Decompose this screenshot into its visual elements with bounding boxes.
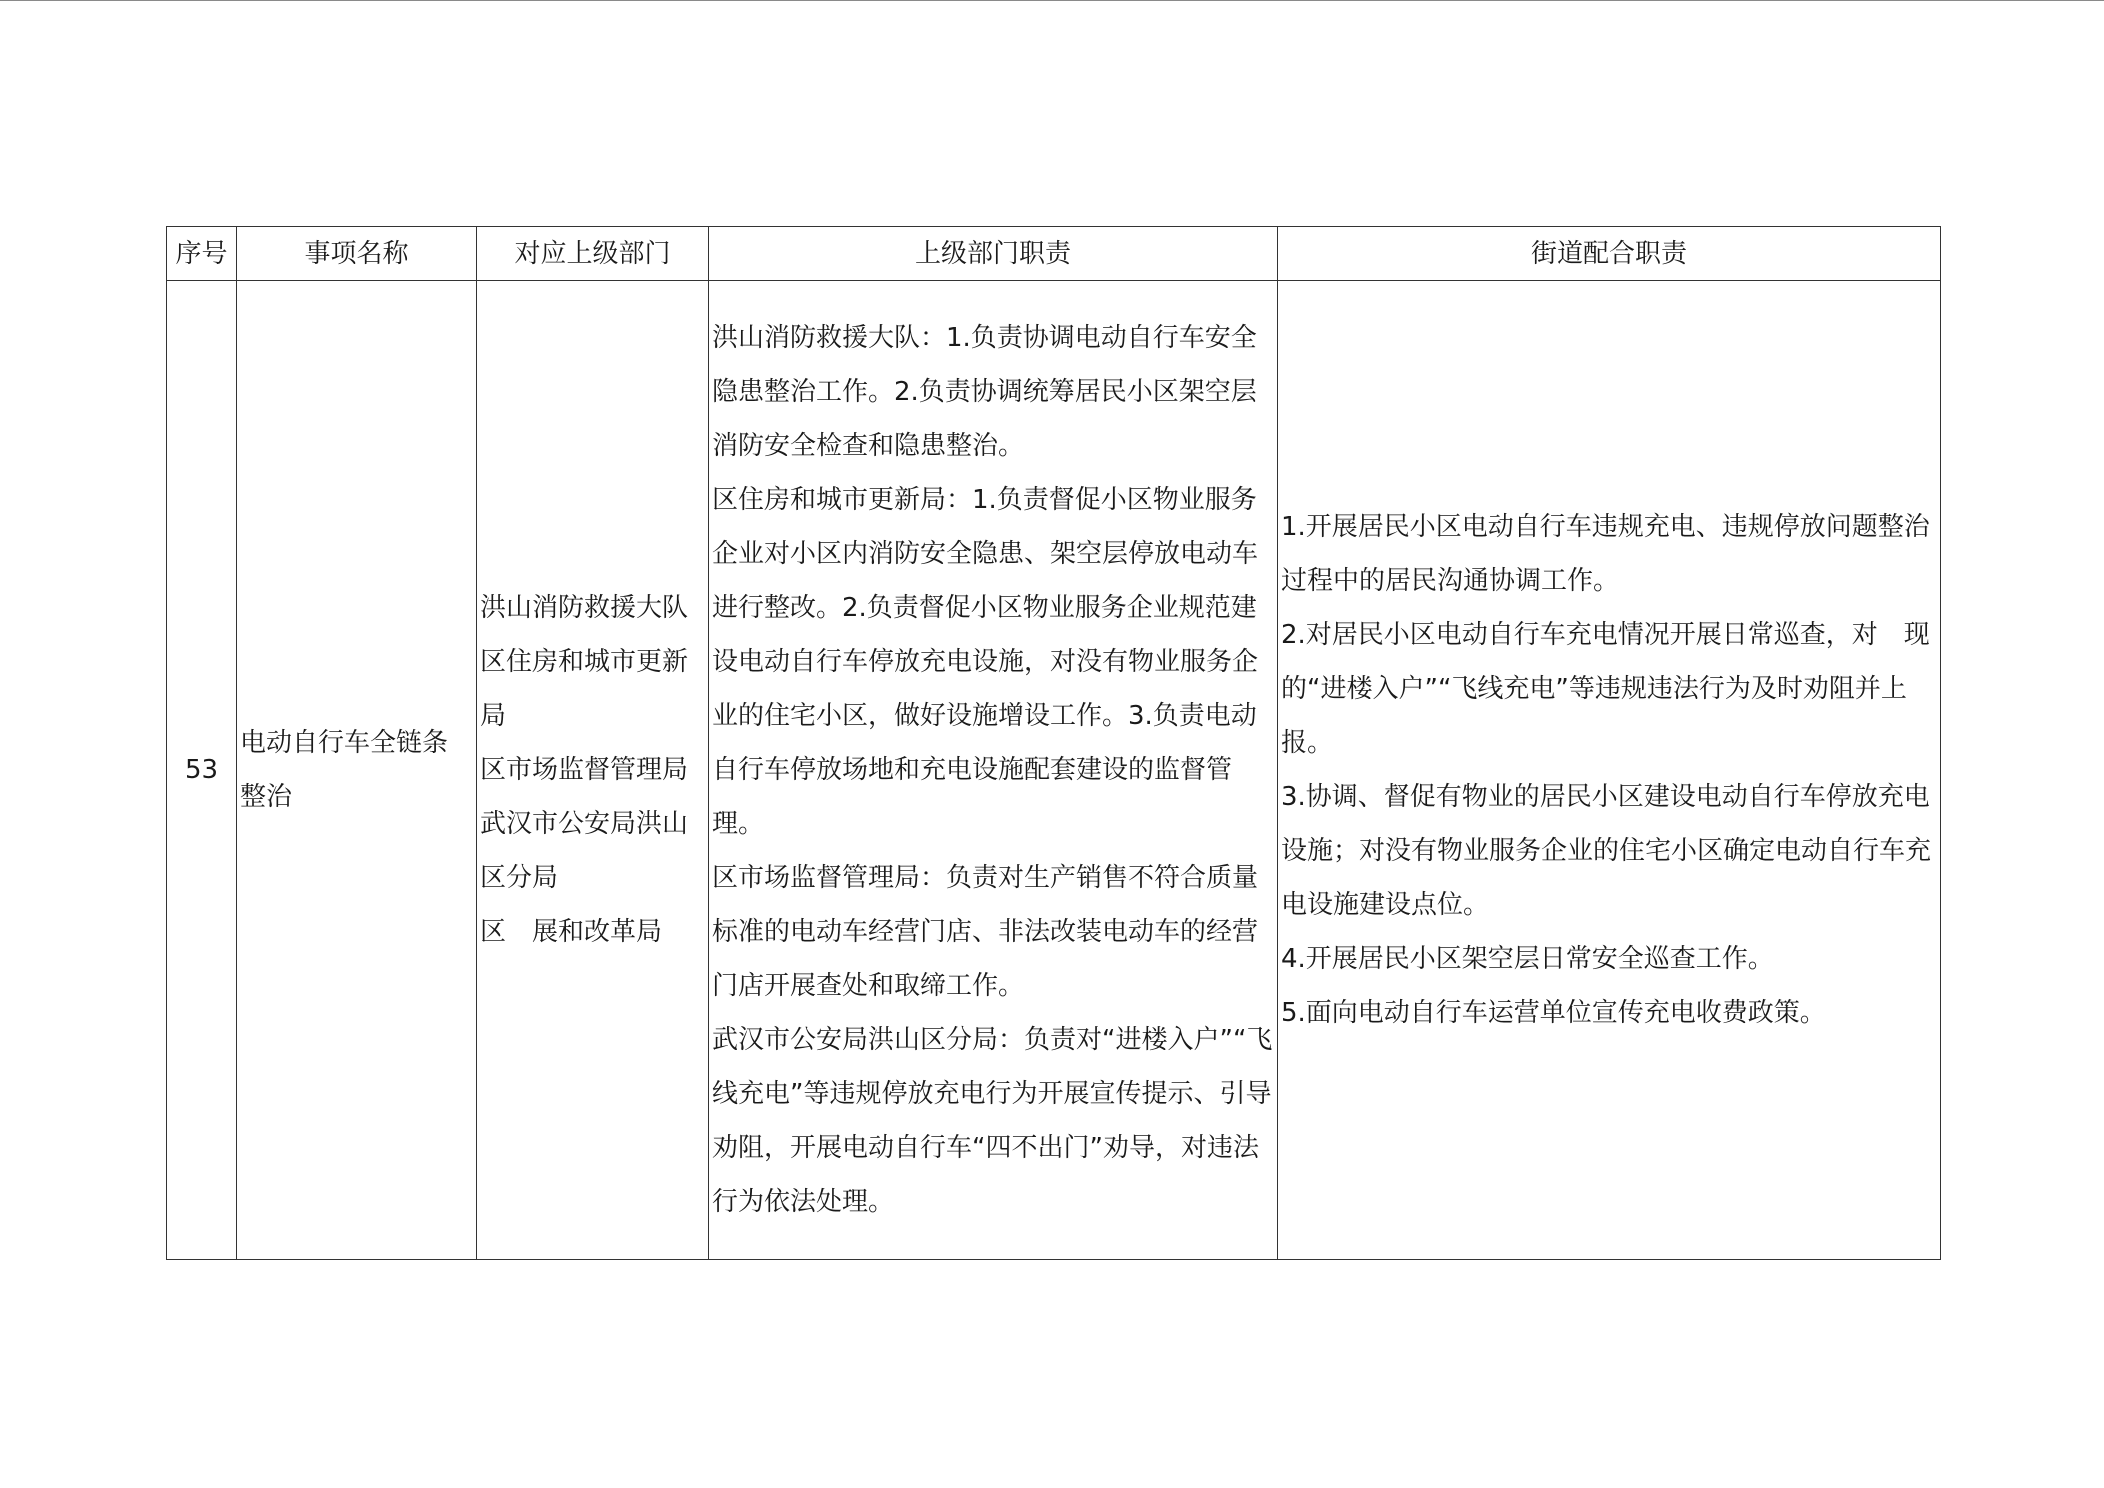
header-item-name: 事项名称 [237,227,477,281]
street-duty-item: 3.协调、督促有物业的居民小区建设电动自行车停放充电设施；对没有物业服务企业的住宅小区确定电动自行车充电设施建设点位。 [1281,782,1932,920]
department-entry: 区 展和改革局 [480,917,663,947]
item-name-cell: 电动自行车全链条整治 [237,281,477,1260]
street-duty-item: 1.开展居民小区电动自行车违规充电、违规停放问题整治过程中的居民沟通协调工作。 [1281,512,1930,596]
department-entry: 洪山消防救援大队 [480,593,689,623]
street-duties-cell [1278,281,1941,1260]
responsibility-table [166,226,1941,1260]
superior-duty-paragraph: 区住房和城市更新局：1.负责督促小区物业服务企业对小区内消防安全隐患、架空层停放电动车进行整改。2.负责督促小区物业服务企业规范建设电动自行车停放充电设施，对没有物业服务企业的住宅小区，做好设施增设工作。3.负责电动自行车停放场地和充电设施配套建设的监督管理。 [712,485,1259,839]
department-entry: 武汉市公安局洪山区分局 [480,809,689,893]
street-duty-item: 5.面向电动自行车运营单位宣传充电收费政策。 [1281,998,1826,1028]
street-duty-item: 4.开展居民小区架空层日常安全巡查工作。 [1281,944,1774,974]
page-top-border [0,0,2104,1]
header-superior-duties: 上级部门职责 [709,227,1278,281]
header-street-duties: 街道配合职责 [1278,227,1941,281]
header-superior-department: 对应上级部门 [477,227,709,281]
table-row [167,281,1941,1260]
department-entry: 区住房和城市更新局 [480,647,689,731]
table-header-row [167,227,1941,281]
department-entry: 区市场监督管理局 [480,755,689,785]
superior-duties-cell [709,281,1278,1260]
superior-duty-paragraph: 武汉市公安局洪山区分局：负责对“进楼入户”“飞线充电”等违规停放充电行为开展宣传提示、引导劝阻，开展电动自行车“四不出门”劝导，对违法行为依法处理。 [712,1025,1273,1217]
superior-duty-paragraph: 洪山消防救援大队：1.负责协调电动自行车安全隐患整治工作。2.负责协调统筹居民小区架空层消防安全检查和隐患整治。 [712,323,1257,461]
seq-cell: 53 [167,281,237,1260]
street-duty-item: 2.对居民小区电动自行车充电情况开展日常巡查，对 现的“进楼入户”“飞线充电”等违规违法行为及时劝阻并上报。 [1281,620,1930,758]
header-seq: 序号 [167,227,237,281]
departments-cell [477,281,709,1260]
superior-duty-paragraph: 区市场监督管理局：负责对生产销售不符合质量标准的电动车经营门店、非法改装电动车的经营门店开展查处和取缔工作。 [712,863,1259,1001]
